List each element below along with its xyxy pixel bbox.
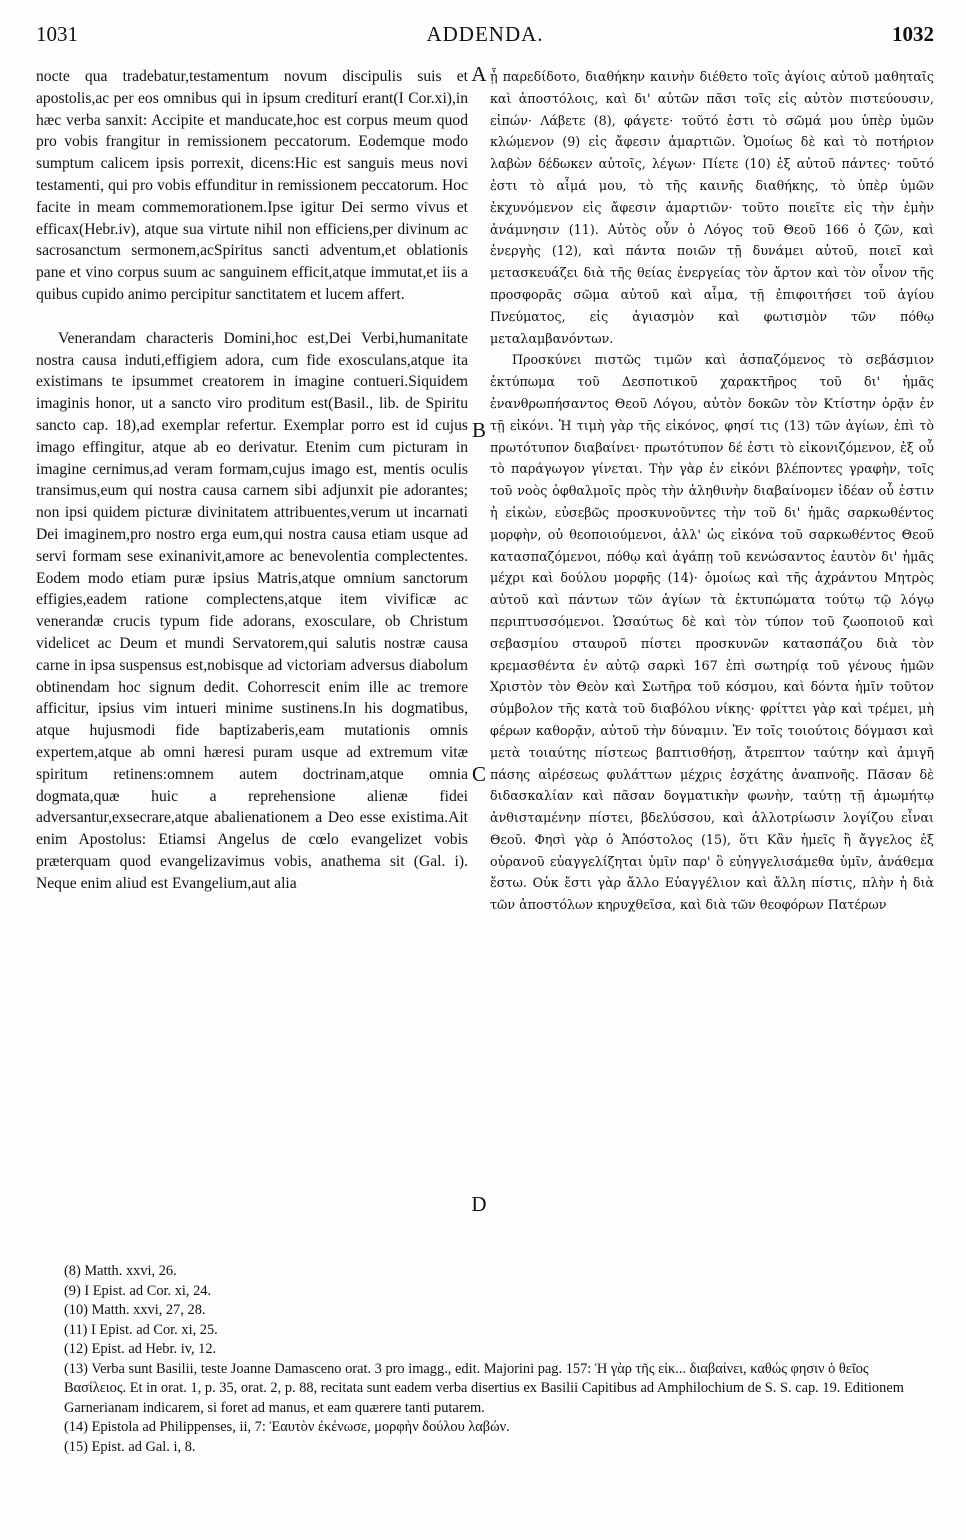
footnote-11: (11) I Epist. ad Cor. xi, 25. xyxy=(64,1321,218,1338)
footnote-8: (8) Matth. xxvi, 26. xyxy=(64,1263,177,1279)
left-page-number: 1031 xyxy=(36,22,78,46)
latin-paragraph-2: Venerandam characteris Domini,hoc est,Dei Verbi,humanitate nostra causa induti,effigiem adora, cum fide exosculans,atque ita existimans te ipsummet creatorem in imagine contueri.Siquidem imaginis honor, ut a sancto viro proditum est(Basil., lib. de Spiritu sancto cap. 18),ad exemplar refertur. Exemplar porro est id cujus imago effingitur, atque ab eo derivatur. Etenim cum picturam in imagine cernimus,ad veram formam,cujus imago est, mentis oculis transimus,eum qui nostra causa carnem sibi adjunxit pie adorantes; non ipsi quidem picturæ divinitatem attribuentes,verum ut incarnati Dei imaginem,pro nostro erga eum,qui nostra causa etiam usque ad servi formam sese exinanivit,amore ac benevolentia complectentes. Eodem modo etiam puræ ipsius Matris,atque omnium sanctorum effigies,eadem ratione complectens,atque item vivificæ ac venerandæ crucis typum fide adorans, exosculare, ob Christum videlicet ac Deum et mundi Servatorem,qui salutis nostræ causa carne in ipsa suspensus est,nobisque ad victoriam adversus diabolum obtinendam hoc signum dedit. Cohorrescit enim ille ac tremore afficitur, ipsius vim intueri minime sustinens.In his dogmatibus, atque hujusmodi fide baptizaberis,eam mutationis omnis expertem,atque ab omni hæresi puram usque ad extremum vitæ spiritum retinens:omnem autem doctrinam,atque omnia dogmata,quæ huic a reprehensione alienæ fidei adversantur,exsecrare,atque abalienationem a Deo esse existima.Ait enim Apostolus: Etiamsi Angelus de cœlo evangelizet vobis præterquam quod evangelizavimus vobis, anathema sit (Gal. i). Neque enim aliud est Evangelium,aut alia xyxy=(36,329,468,892)
footnotes xyxy=(64,1262,934,1457)
footnote-13: (13) Verba sunt Basilii, teste Joanne Damasceno orat. 3 pro imagg., edit. Majorini pag. 157: Ἡ γὰρ τῆς εἰκ... διαβαίνει, καθώς φησιν ὁ θεῖος Βασίλειος. Et in orat. 1, p. 35, orat. 2, p. 88, recitata sunt eadem verba disertius ex Basilii Capitibus ad Amphilochium de S. S. cap. 19. Editionem Garnerianam indicarem, si foret ad manus, et eam quærere tanti putarem. xyxy=(64,1360,904,1416)
section-marker-d: D xyxy=(471,1192,487,1216)
footnote-10: (10) Matth. xxvi, 27, 28. xyxy=(64,1302,206,1318)
section-marker-c: C xyxy=(471,762,486,786)
latin-paragraph-1: nocte qua tradebatur,testamentum novum discipulis suis et apostolis,ac per eos omnibus qui in ipsum crediturí erant(I Cor.xi),in hæc verba sanxit: Accipite et manducate,hoc est corpus meum quod pro vobis frangitur in remissionem peccatorum. Eodemque modo sumptum calicem ipsis porrexit, dicens:Hic est sanguis meus novi testamenti, qui pro vobis effunditur in remissionem peccatorum. Hoc facite in meam commemorationem.Ipse igitur Dei sermo vivus et efficax(Hebr.iv), atque sua virtute nihil non efficiens,per divinum ac sacrosanctum sermonem,acSpiritus sancti adventum,et oblationis pane et vino corpus suum ac sanguinem efficit,atque immutat,et iis a quibus cupido animo percipitur sanctitatem et lucem affert. xyxy=(36,68,468,303)
latin-column xyxy=(36,66,468,894)
footnote-15: (15) Epist. ad Gal. i, 8. xyxy=(64,1438,196,1455)
greek-paragraph-2: Προσκύνει πιστῶς τιμῶν καὶ ἀσπαζόμενος τὸ σεβάσμιον ἐκτύπωμα τοῦ Δεσποτικοῦ χαρακτῆρος τοῦ δι' ἡμᾶς ἐνανθρωπήσαντος Θεοῦ Λόγου, αὐτὸν δοκῶν τὸν Κτίστην ὁρᾷν ἐν τῇ εἰκόνι. Ἡ τιμὴ γὰρ τῆς εἰκόνος, φησί τις (13) τῶν ἁγίων, ἐπὶ τὸ πρωτότυπον διαβαίνει· πρωτότυπον δέ ἐστι τὸ εἰκονιζόμενον, ἐξ οὗ τὸ παράγωγον γίνεται. Τὴν γὰρ ἐν εἰκόνι βλέποντες γραφὴν, τοῖς τοῦ νοὸς ὀφθαλμοῖς πρὸς τὴν ἀληθινὴν διαβαίνομεν ἰδέαν οὗ ἐστιν ἡ εἰκὼν, εὐσεβῶς προσκυνοῦντες τὴν τοῦ δι' ἡμᾶς σαρκωθέντος μορφὴν, οὐ θεοποιούμενοι, ἀλλ' ὡς εἰκόνα τοῦ σαρκωθέντος Θεοῦ κατασπαζόμενοι, πόθῳ καὶ ἀγάπῃ τοῦ κενώσαντος ἑαυτὸν δι' ἡμᾶς μέχρι καὶ δούλου μορφῆς (14)· ὁμοίως καὶ τῆς ἀχράντου Μητρὸς αὐτοῦ καὶ πάντων τῶν ἁγίων τὰ ἐκτυπώματα τούτῳ τῷ λόγῳ περιπτυσσόμενοι. Ὡσαύτως δὲ καὶ τὸν τύπον τοῦ ζωοποιοῦ καὶ σεβασμίου σταυροῦ πίστει προσκυνῶν κατασπάζου διὰ τὸν κρεμασθέντα ἐν αὐτῷ σαρκὶ 167 ἐπὶ σωτηρίᾳ τοῦ γένους ἡμῶν Χριστὸν τὸν Θεὸν καὶ Σωτῆρα τοῦ κόσμου, καὶ δόντα ἡμῖν τοῦτον σύμβολον τῆς κατὰ τοῦ διαβόλου νίκης· φρίττει γὰρ καὶ τρέμει, μὴ φέρων καθορᾷν, αὐτοῦ τὴν δύναμιν. Ἐν τοῖς τοιούτοις δόγμασι καὶ μετὰ τοιαύτης πίστεως βαπτισθήσῃ, ἄτρεπτον ταύτην καὶ ἀμιγῆ πάσης αἱρέσεως φυλάττων μέχρις ἐσχάτης ἀναπνοῆς. Πᾶσαν δὲ διδασκαλίαν καὶ πᾶσαν δογματικὴν φωνὴν, ταύτῃ τῇ ἀμωμήτῳ ἀνθισταμένην πίστει, βδελύσσου, καὶ ἀλλοτρίωσιν λογίζου εἶναι Θεοῦ. Φησὶ γὰρ ὁ Ἀπόστολος (15), ὅτι Κἂν ἡμεῖς ἢ ἄγγελος ἐξ οὐρανοῦ εὐαγγελίζηται ὑμῖν παρ' ὃ εὐηγγελισάμεθα ὑμῖν, ἀνάθεμα ἔστω. Οὐκ ἔστι γὰρ ἄλλο Εὐαγγέλιον καὶ ἄλλη πίστις, πλὴν ἡ διὰ τῶν ἀποστόλων κηρυχθεῖσα, καὶ διὰ τῶν θεοφόρων Πατέρων xyxy=(490,352,934,913)
footnote-12: (12) Epist. ad Hebr. iv, 12. xyxy=(64,1341,217,1357)
running-header xyxy=(36,22,934,52)
right-page-number: 1032 xyxy=(892,22,934,46)
greek-column xyxy=(490,66,934,916)
greek-paragraph-1: ᾗ παρεδίδοτο, διαθήκην καινὴν διέθετο τοῖς ἁγίοις αὐτοῦ μαθηταῖς καὶ ἀποστόλοις, καὶ δι' αὐτῶν πᾶσι τοῖς εἰς αὐτὸν πιστεύουσιν, εἰπών· Λάβετε (8), φάγετε· τοῦτό ἐστι τὸ σῶμά μου ὑπὲρ ὑμῶν κλώμενον (9) εἰς ἄφεσιν ἁμαρτιῶν. Ὁμοίως δὲ καὶ τὸ ποτήριον λαβὼν δέδωκεν αὐτοῖς, λέγων· Πίετε (10) ἐξ αὐτοῦ πάντες· τοῦτό ἐστι τὸ αἷμά μου, τὸ τῆς καινῆς διαθήκης, τὸ ὑπὲρ ὑμῶν ἐκχυνόμενον εἰς ἄφεσιν ἁμαρτιῶν· τοῦτο ποιεῖτε εἰς τὴν ἐμὴν ἀνάμνησιν (11). Αὐτὸς οὖν ὁ Λόγος τοῦ Θεοῦ 166 ὁ ζῶν, καὶ ἐνεργὴς (12), καὶ πάντα ποιῶν τῇ δυνάμει αὐτοῦ, ποιεῖ καὶ μετασκευάζει διὰ τῆς θείας ἐνεργείας τὸν ἄρτον καὶ τὸν οἶνον τῆς προσφορᾶς σῶμα αὐτοῦ καὶ αἷμα, τῇ ἐπιφοιτήσει τοῦ ἁγίου Πνεύματος, εἰς ἁγιασμὸν καὶ φωτισμὸν τῶν πόθῳ μεταλαμβανόντων. xyxy=(490,69,934,346)
page-title: ADDENDA. xyxy=(426,22,544,46)
footnote-14: (14) Epistola ad Philippenses, ii, 7: Ἑαυτὸν ἐκένωσε, μορφὴν δούλου λαβών. xyxy=(64,1419,510,1435)
footnote-9: (9) I Epist. ad Cor. xi, 24. xyxy=(64,1282,212,1299)
section-marker-a: A xyxy=(471,62,487,86)
section-marker-b: B xyxy=(471,418,486,442)
